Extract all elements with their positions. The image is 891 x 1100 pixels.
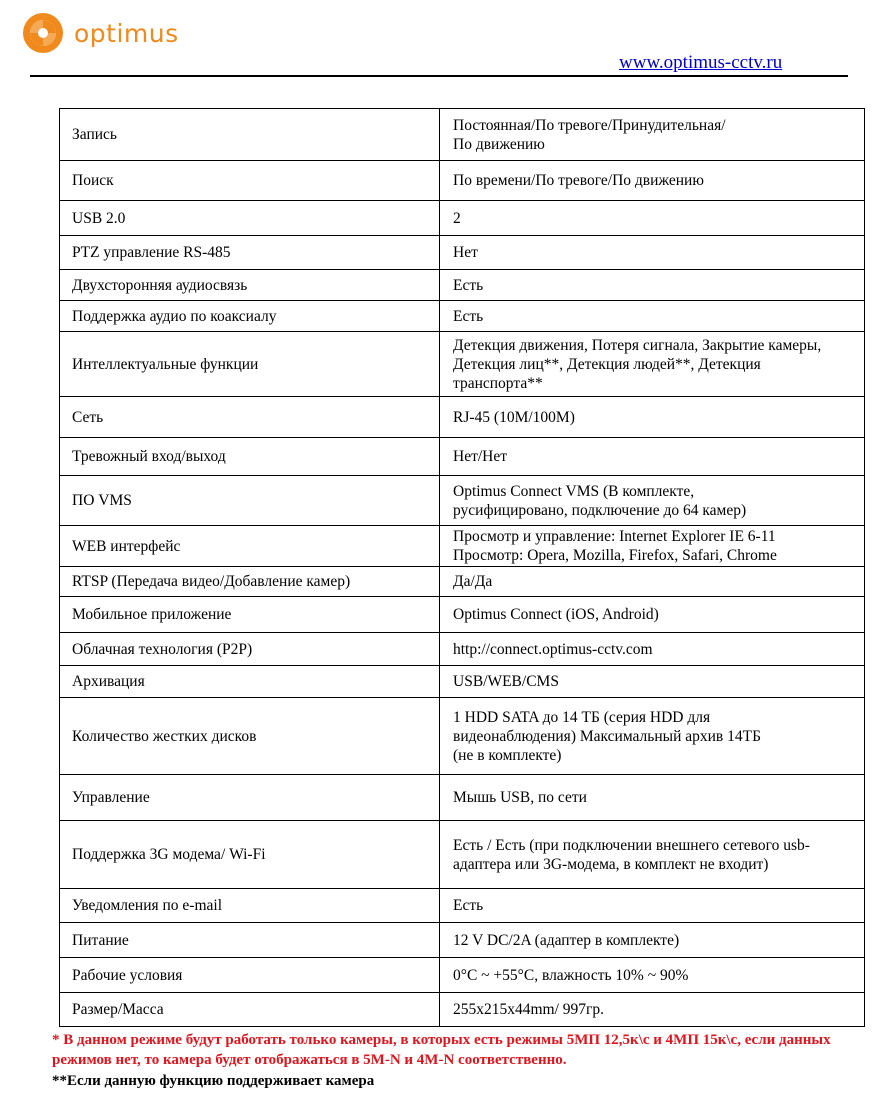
spec-value-line: RJ-45 (10M/100M) — [453, 408, 575, 426]
spec-name: Тревожный вход/выход — [60, 438, 440, 476]
spec-name: Поиск — [60, 161, 440, 201]
spec-name: Запись — [60, 109, 440, 161]
spec-value-line: Есть — [453, 276, 484, 294]
spec-value — [440, 597, 865, 633]
header-divider — [30, 75, 848, 77]
spec-row — [60, 633, 865, 666]
spec-name: RTSP (Передача видео/Добавление камер) — [60, 567, 440, 597]
spec-row — [60, 698, 865, 775]
spec-name: Поддержка 3G модема/ Wi-Fi — [60, 821, 440, 889]
spec-value-line: Да/Да — [453, 573, 493, 590]
spec-row — [60, 438, 865, 476]
spec-row — [60, 201, 865, 236]
spec-name: Облачная технология (P2P) — [60, 633, 440, 666]
spec-value-line: 1 HDD SATA до 14 ТБ (серия HDD для — [453, 708, 711, 726]
spec-value — [440, 397, 865, 438]
spec-name: Сеть — [60, 397, 440, 438]
spec-value — [440, 161, 865, 201]
spec-row — [60, 923, 865, 958]
spec-value — [440, 236, 865, 270]
spec-value-line: 2 — [453, 209, 461, 227]
spec-value-line: видеонаблюдения) Максимальный архив 14ТБ — [453, 727, 761, 745]
spec-row — [60, 597, 865, 633]
spec-value-line: По движению — [453, 135, 545, 153]
spec-value-line: Постоянная/По тревоге/Принудительная/ — [453, 116, 726, 134]
spec-name: Уведомления по e-mail — [60, 889, 440, 923]
spec-value-line: Мышь USB, по сети — [453, 789, 587, 806]
spec-value-line: Есть — [453, 897, 484, 914]
spec-value-line: 12 V DC/2A (адаптер в комплекте) — [453, 931, 680, 949]
spec-value — [440, 438, 865, 476]
spec-value — [440, 821, 865, 889]
spec-name: Интеллектуальные функции — [60, 332, 440, 397]
spec-value-line: Детекция движения, Потеря сигнала, Закрытие камеры, — [453, 336, 822, 354]
spec-value — [440, 958, 865, 993]
spec-value — [440, 201, 865, 236]
spec-value — [440, 775, 865, 821]
spec-name: USB 2.0 — [60, 201, 440, 236]
spec-value — [440, 526, 865, 567]
spec-value-line: По времени/По тревоге/По движению — [453, 172, 704, 189]
brand-name: optimus — [74, 18, 179, 48]
spec-name: Двухсторонняя аудиосвязь — [60, 270, 440, 301]
spec-value — [440, 698, 865, 775]
spec-value-line: Просмотр: Opera, Mozilla, Firefox, Safari, Chrome — [453, 547, 777, 564]
spec-value-line: адаптера или 3G-модема, в комплект не входит) — [453, 855, 769, 873]
spec-row — [60, 958, 865, 993]
spec-name: Управление — [60, 775, 440, 821]
spec-value — [440, 889, 865, 923]
spec-value-line: Optimus Connect VMS (В комплекте, — [453, 482, 695, 500]
spec-value — [440, 301, 865, 332]
spec-value-line: транспорта** — [453, 374, 543, 392]
spec-name: Питание — [60, 923, 440, 958]
spec-name: Мобильное приложение — [60, 597, 440, 633]
spec-row — [60, 567, 865, 597]
spec-name: PTZ управление RS-485 — [60, 236, 440, 270]
spec-value-line: Есть / Есть (при подключении внешнего сетевого usb- — [453, 836, 810, 854]
footnote-resolution: * В данном режиме будут работать только камеры, в которых есть режимы 5МП 12,5к\с и 4МП 15к\с, если данных режимов нет, то камера будет отображаться в 5M-N и 4M-N соответственно. — [52, 1032, 831, 1068]
spec-value-line: Нет/Нет — [453, 448, 508, 465]
spec-value — [440, 993, 865, 1027]
spec-value-line: Есть — [453, 307, 484, 325]
spec-value — [440, 270, 865, 301]
spec-value-line: русифицировано, подключение до 64 камер) — [453, 501, 747, 519]
spec-row — [60, 775, 865, 821]
spec-value — [440, 332, 865, 397]
spec-value-line: 255x215x44mm/ 997гр. — [453, 1001, 605, 1018]
spec-value-line: Нет — [453, 244, 478, 261]
spec-row — [60, 301, 865, 332]
spec-row — [60, 526, 865, 567]
spec-value — [440, 109, 865, 161]
camera-iris-logo-icon — [22, 12, 64, 54]
spec-row — [60, 821, 865, 889]
spec-value — [440, 666, 865, 698]
spec-row — [60, 666, 865, 698]
spec-name: WEB интерфейс — [60, 526, 440, 567]
spec-name: ПО VMS — [60, 476, 440, 526]
spec-value-line: Optimus Connect (iOS, Android) — [453, 606, 659, 623]
spec-row — [60, 109, 865, 161]
spec-name: Архивация — [60, 666, 440, 698]
spec-name: Рабочие условия — [60, 958, 440, 993]
spec-value-line: http://connect.optimus-cctv.com — [453, 640, 653, 658]
spec-name: Поддержка аудио по коаксиалу — [60, 301, 440, 332]
spec-value-line: (не в комплекте) — [453, 746, 562, 764]
spec-value-line: USB/WEB/CMS — [453, 673, 559, 690]
spec-value — [440, 476, 865, 526]
spec-value — [440, 923, 865, 958]
spec-row — [60, 993, 865, 1027]
spec-row — [60, 236, 865, 270]
spec-value-line: Детекция лиц**, Детекция людей**, Детекция — [453, 355, 761, 373]
site-url-link[interactable]: www.optimus-cctv.ru — [619, 52, 783, 73]
footnote-camera-support: **Если данную функцию поддерживает камера — [52, 1073, 375, 1089]
spec-row — [60, 332, 865, 397]
spec-row — [60, 889, 865, 923]
brand-logo — [22, 12, 179, 54]
spec-name: Размер/Масса — [60, 993, 440, 1027]
spec-value — [440, 567, 865, 597]
spec-table — [59, 108, 865, 1027]
spec-value-line: Просмотр и управление: Internet Explorer IE 6-11 — [453, 528, 776, 545]
spec-row — [60, 397, 865, 438]
spec-value — [440, 633, 865, 666]
spec-value-line: 0°С ~ +55°С, влажность 10% ~ 90% — [453, 966, 689, 984]
spec-row — [60, 476, 865, 526]
spec-name: Количество жестких дисков — [60, 698, 440, 775]
spec-row — [60, 270, 865, 301]
spec-row — [60, 161, 865, 201]
